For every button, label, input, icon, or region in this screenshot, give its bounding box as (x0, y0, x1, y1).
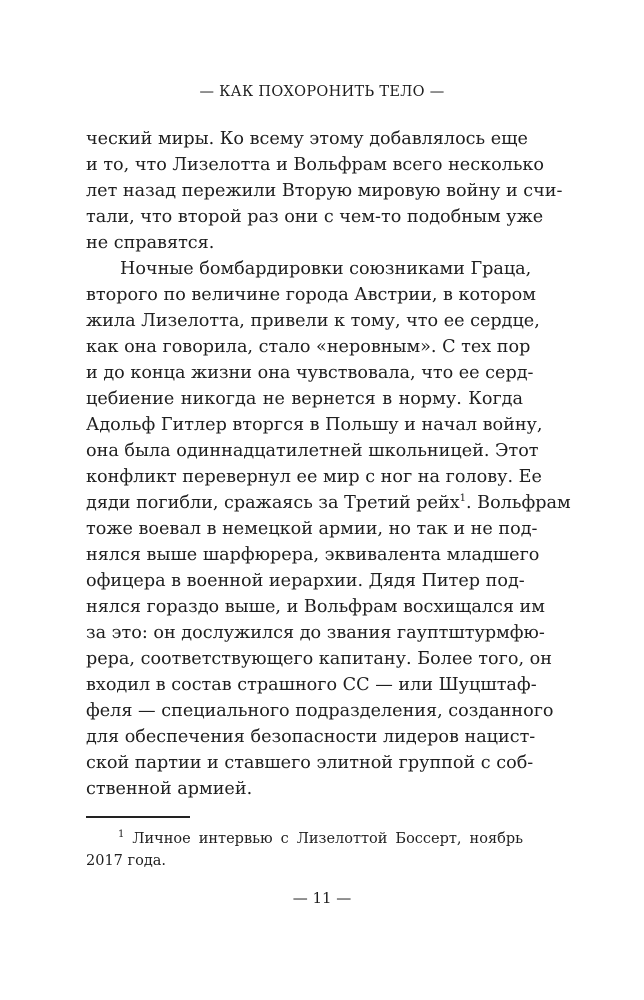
running-header: — КАК ПОХОРОНИТЬ ТЕЛО — (199, 84, 445, 100)
text-line: ческий миры. Ко всему этому добавлялось еще (86, 129, 528, 149)
footnote-text: Личное интервью с Лизелоттой Боссерт, ноябрь (132, 831, 523, 847)
page-number: — 11 — (292, 889, 352, 907)
footnote-line: 2017 года. (86, 853, 167, 869)
text-line (86, 490, 571, 516)
text-line: лет назад пережили Вторую мировую войну и счи- (86, 181, 563, 201)
footnote (86, 828, 523, 872)
text-segment: дяди погибли, сражаясь за Третий рейх (86, 493, 460, 513)
text-line: феля — специального подразделения, созданного (86, 701, 554, 721)
text-line: жила Лизелотта, привели к тому, что ее сердце, (86, 311, 540, 331)
text-line: конфликт перевернул ее мир с ног на голову. Ее (86, 467, 542, 487)
text-line: тали, что второй раз они с чем-то подобным уже (86, 207, 544, 227)
text-line: для обеспечения безопасности лидеров нацист- (86, 727, 536, 747)
text-line: тоже воевал в немецкой армии, но так и не под- (86, 519, 538, 539)
text-line: цебиение никогда не вернется в норму. Когда (86, 389, 523, 409)
text-line: нялся гораздо выше, и Вольфрам восхищался им (86, 597, 545, 617)
text-line: и то, что Лизелотта и Вольфрам всего несколько (86, 155, 545, 175)
text-line: ственной армией. (86, 779, 253, 799)
text-line: Адольф Гитлер вторгся в Польшу и начал войну, (86, 415, 543, 435)
paragraph (86, 256, 571, 802)
text-line: нялся выше шарфюрера, эквивалента младшего (86, 545, 540, 565)
paragraph (86, 126, 563, 256)
text-line: ской партии и ставшего элитной группой с соб- (86, 753, 534, 773)
text-line: она была одиннадцатилетней школьницей. Этот (86, 441, 539, 461)
text-line: и до конца жизни она чувствовала, что ее серд- (86, 363, 534, 383)
text-line: входил в состав страшного СС — или Шуцштаф- (86, 675, 537, 695)
text-line: офицера в военной иерархии. Дядя Питер под- (86, 571, 525, 591)
text-line: за это: он дослужился до звания гауптштурмфю- (86, 623, 545, 643)
footnote-line (86, 828, 523, 850)
text-line: как она говорила, стало «неровным». С тех пор (86, 337, 531, 357)
text-segment: . Вольфрам (466, 493, 571, 513)
body-text (86, 126, 571, 802)
footnote-marker: 1 (118, 829, 125, 841)
footnote-reference[interactable]: 1 (459, 493, 466, 505)
text-line: не справятся. (86, 233, 215, 253)
footnote-divider (86, 816, 190, 818)
text-line: Ночные бомбардировки союзниками Граца, (120, 259, 532, 279)
text-line: второго по величине города Австрии, в котором (86, 285, 536, 305)
text-line: рера, соответствующего капитану. Более того, он (86, 649, 552, 669)
